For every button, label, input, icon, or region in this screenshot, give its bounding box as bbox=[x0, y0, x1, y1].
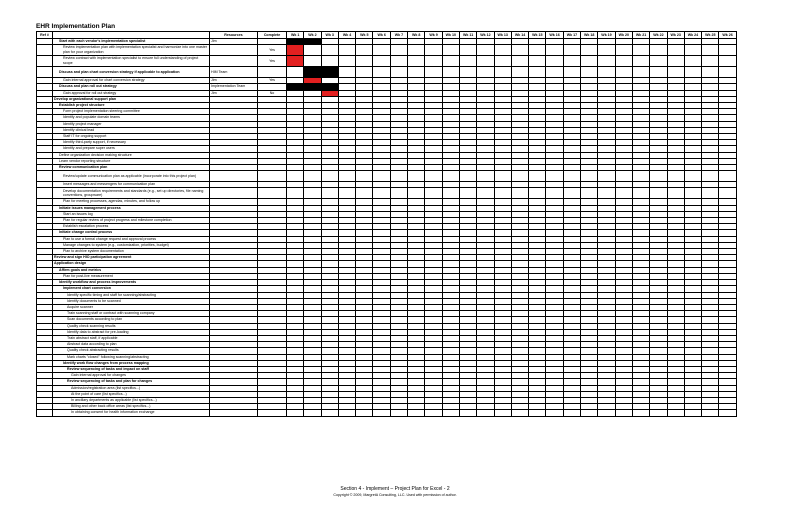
task-cell: Gain internal approval for changes bbox=[53, 373, 210, 379]
header-week-22: Wk 22 bbox=[650, 32, 667, 39]
ref-cell bbox=[37, 67, 53, 78]
week-cell bbox=[287, 67, 304, 78]
week-cell bbox=[477, 171, 494, 182]
week-cell bbox=[511, 188, 528, 199]
task-cell: Train scanning staff or contract with scanning company bbox=[53, 311, 210, 317]
week-cell bbox=[321, 188, 338, 199]
header-week-17: Wk 17 bbox=[563, 32, 580, 39]
week-cell bbox=[684, 67, 701, 78]
week-cell bbox=[581, 56, 598, 67]
week-cell bbox=[632, 45, 649, 56]
task-cell: Quality check abstracting results bbox=[53, 348, 210, 354]
week-cell bbox=[494, 56, 511, 67]
week-cell bbox=[390, 171, 407, 182]
week-cell bbox=[632, 67, 649, 78]
week-cell bbox=[615, 56, 632, 67]
week-cell bbox=[650, 410, 667, 416]
week-cell bbox=[529, 45, 546, 56]
week-cell bbox=[529, 410, 546, 416]
resources-cell: Jim bbox=[210, 39, 258, 45]
week-cell bbox=[321, 171, 338, 182]
week-cell bbox=[287, 171, 304, 182]
week-cell bbox=[494, 45, 511, 56]
task-cell: Plan for post-live measurement bbox=[53, 273, 210, 279]
week-cell bbox=[598, 56, 615, 67]
week-cell bbox=[373, 171, 390, 182]
header-week-2: Wk 2 bbox=[304, 32, 321, 39]
task-cell: Identify data to abstract for pre-loading bbox=[53, 329, 210, 335]
gantt-bar-black bbox=[304, 67, 321, 78]
week-cell bbox=[529, 188, 546, 199]
week-cell bbox=[529, 67, 546, 78]
table-row bbox=[37, 67, 737, 78]
week-cell bbox=[581, 188, 598, 199]
header-resources: Resources bbox=[210, 32, 258, 39]
week-cell bbox=[546, 67, 563, 78]
task-cell: Identify project manager bbox=[53, 121, 210, 127]
header-week-26: Wk 26 bbox=[719, 32, 736, 39]
resources-cell bbox=[210, 56, 258, 67]
week-cell bbox=[304, 45, 321, 56]
resources-cell bbox=[210, 188, 258, 199]
task-cell: Review contract with implementation specialist to ensure full understanding of project scope bbox=[53, 56, 210, 67]
week-cell bbox=[408, 171, 425, 182]
week-cell bbox=[581, 171, 598, 182]
resources-cell bbox=[210, 410, 258, 416]
header-week-19: Wk 19 bbox=[598, 32, 615, 39]
week-cell bbox=[632, 56, 649, 67]
week-cell bbox=[511, 67, 528, 78]
week-cell bbox=[304, 410, 321, 416]
week-cell bbox=[356, 45, 373, 56]
task-cell: Discuss and plan chart conversion strategy if applicable to application bbox=[53, 67, 210, 78]
week-cell bbox=[356, 188, 373, 199]
task-cell: Discuss and plan roll out strategy bbox=[53, 84, 210, 90]
week-cell bbox=[667, 171, 684, 182]
week-cell bbox=[511, 410, 528, 416]
week-cell bbox=[581, 45, 598, 56]
task-cell: Manage changes to system (e.g., customization, priorities, budget) bbox=[53, 242, 210, 248]
footer-section: Section 4 - Implement – Project Plan for Excel - 2 bbox=[340, 486, 450, 492]
task-cell: Acquire scanner bbox=[53, 304, 210, 310]
week-cell bbox=[563, 188, 580, 199]
week-cell bbox=[598, 45, 615, 56]
table-row bbox=[37, 56, 737, 67]
gantt-bar-red bbox=[287, 45, 304, 56]
week-cell bbox=[459, 410, 476, 416]
header-week-11: Wk 11 bbox=[459, 32, 476, 39]
week-cell bbox=[702, 56, 719, 67]
task-cell: At the point of care (list specifics...) bbox=[53, 391, 210, 397]
week-cell bbox=[598, 67, 615, 78]
week-cell bbox=[650, 56, 667, 67]
task-cell: Insert messages and messengers for communication plan bbox=[53, 182, 210, 188]
week-cell bbox=[529, 56, 546, 67]
task-cell: Mark charts "closed" following scanning/abstracting bbox=[53, 354, 210, 360]
week-cell bbox=[598, 188, 615, 199]
week-cell bbox=[459, 188, 476, 199]
ref-cell bbox=[37, 56, 53, 67]
complete-cell bbox=[258, 188, 287, 199]
week-cell bbox=[408, 67, 425, 78]
complete-cell: Yes bbox=[258, 45, 287, 56]
task-cell: Identify specific timing and staff for scanning/abstracting bbox=[53, 292, 210, 298]
week-cell bbox=[390, 45, 407, 56]
week-cell bbox=[667, 188, 684, 199]
header-week-12: Wk 12 bbox=[477, 32, 494, 39]
ref-cell bbox=[37, 171, 53, 182]
week-cell bbox=[494, 171, 511, 182]
header-week-8: Wk 8 bbox=[408, 32, 425, 39]
week-cell bbox=[650, 45, 667, 56]
week-cell bbox=[287, 410, 304, 416]
task-cell: Develop organizational support plan bbox=[53, 96, 210, 102]
week-cell bbox=[511, 45, 528, 56]
week-cell bbox=[667, 45, 684, 56]
task-cell: Identify work flow changes from process mapping bbox=[53, 360, 210, 366]
week-cell bbox=[477, 188, 494, 199]
week-cell bbox=[667, 56, 684, 67]
task-cell: Plan for meeting processes, agendas, minutes, and follow up bbox=[53, 199, 210, 205]
table-row bbox=[37, 410, 737, 416]
header-week-4: Wk 4 bbox=[338, 32, 355, 39]
week-cell bbox=[494, 410, 511, 416]
table-row bbox=[37, 45, 737, 56]
ref-cell bbox=[37, 188, 53, 199]
week-cell bbox=[408, 410, 425, 416]
week-cell bbox=[304, 56, 321, 67]
week-cell bbox=[304, 188, 321, 199]
week-cell bbox=[373, 410, 390, 416]
complete-cell: Yes bbox=[258, 56, 287, 67]
week-cell bbox=[563, 171, 580, 182]
complete-cell: Yes bbox=[258, 78, 287, 84]
week-cell bbox=[338, 188, 355, 199]
week-cell bbox=[719, 45, 736, 56]
week-cell bbox=[581, 410, 598, 416]
task-cell: Train abstract staff, if applicable bbox=[53, 335, 210, 341]
header-week-25: Wk 25 bbox=[702, 32, 719, 39]
task-cell: Scan documents according to plan bbox=[53, 317, 210, 323]
task-cell: Identify and prepare super users bbox=[53, 146, 210, 152]
week-cell bbox=[598, 171, 615, 182]
complete-cell bbox=[258, 171, 287, 182]
week-cell bbox=[702, 171, 719, 182]
week-cell bbox=[408, 45, 425, 56]
week-cell bbox=[494, 188, 511, 199]
week-cell bbox=[338, 45, 355, 56]
week-cell bbox=[598, 410, 615, 416]
header-week-9: Wk 9 bbox=[425, 32, 442, 39]
week-cell bbox=[442, 45, 459, 56]
task-cell: In obtaining consent for health information exchange bbox=[53, 410, 210, 416]
week-cell bbox=[702, 45, 719, 56]
week-cell bbox=[287, 188, 304, 199]
task-cell: Review/update communication plan as applicable (incorporate into this project plan) bbox=[53, 171, 210, 182]
table-row bbox=[37, 171, 737, 182]
week-cell bbox=[546, 188, 563, 199]
week-cell bbox=[425, 56, 442, 67]
resources-cell: Jim bbox=[210, 90, 258, 96]
week-cell bbox=[615, 45, 632, 56]
header-week-16: Wk 16 bbox=[546, 32, 563, 39]
task-cell: Identify workflow and process improvements bbox=[53, 280, 210, 286]
task-cell: Start with each vendor's implementation specialist bbox=[53, 39, 210, 45]
complete-cell: No bbox=[258, 90, 287, 96]
task-cell: Learn vendor reporting structure bbox=[53, 158, 210, 164]
header-week-3: Wk 3 bbox=[321, 32, 338, 39]
ref-cell bbox=[37, 410, 53, 416]
week-cell bbox=[390, 188, 407, 199]
week-cell bbox=[667, 67, 684, 78]
week-cell bbox=[425, 45, 442, 56]
week-cell bbox=[511, 171, 528, 182]
week-cell bbox=[563, 56, 580, 67]
week-cell bbox=[356, 67, 373, 78]
week-cell bbox=[338, 67, 355, 78]
week-cell bbox=[356, 410, 373, 416]
header-week-18: Wk 18 bbox=[581, 32, 598, 39]
task-cell: Initiate change control process bbox=[53, 230, 210, 236]
week-cell bbox=[667, 410, 684, 416]
task-cell: Implement chart conversion bbox=[53, 286, 210, 292]
week-cell bbox=[546, 410, 563, 416]
week-cell bbox=[650, 188, 667, 199]
week-cell bbox=[684, 410, 701, 416]
week-cell bbox=[615, 188, 632, 199]
resources-cell: Implementation Team bbox=[210, 84, 258, 90]
resources-cell: Jim bbox=[210, 78, 258, 84]
resources-cell: HIM Team bbox=[210, 67, 258, 78]
task-cell: Plan to archive system documentation bbox=[53, 249, 210, 255]
task-cell: Identify and populate domain teams bbox=[53, 115, 210, 121]
week-cell bbox=[563, 410, 580, 416]
week-cell bbox=[477, 410, 494, 416]
sheet-title: EHR Implementation Plan bbox=[36, 23, 116, 30]
week-cell bbox=[321, 45, 338, 56]
project-plan-table bbox=[36, 31, 737, 417]
week-cell bbox=[702, 67, 719, 78]
header-week-1: Wk 1 bbox=[287, 32, 304, 39]
task-cell: Staff IT for ongoing support bbox=[53, 134, 210, 140]
task-cell: Identify clinical lead bbox=[53, 127, 210, 133]
week-cell bbox=[546, 171, 563, 182]
week-cell bbox=[459, 45, 476, 56]
week-cell bbox=[511, 56, 528, 67]
week-cell bbox=[442, 171, 459, 182]
header-complete: Complete bbox=[258, 32, 287, 39]
header-week-5: Wk 5 bbox=[356, 32, 373, 39]
gantt-bar-black bbox=[321, 67, 338, 78]
task-cell: Abstract data according to plan bbox=[53, 342, 210, 348]
week-cell bbox=[684, 56, 701, 67]
task-cell: Billing and other back office areas (list specifics...) bbox=[53, 404, 210, 410]
week-cell bbox=[390, 56, 407, 67]
week-cell bbox=[494, 67, 511, 78]
header-task bbox=[53, 32, 210, 39]
week-cell bbox=[632, 171, 649, 182]
week-cell bbox=[719, 410, 736, 416]
task-cell: Form project implementation steering committee bbox=[53, 109, 210, 115]
week-cell bbox=[442, 67, 459, 78]
week-cell bbox=[408, 188, 425, 199]
complete-cell bbox=[258, 67, 287, 78]
page-footer bbox=[0, 486, 790, 497]
header-week-20: Wk 20 bbox=[615, 32, 632, 39]
week-cell bbox=[650, 67, 667, 78]
week-cell bbox=[442, 56, 459, 67]
week-cell bbox=[615, 171, 632, 182]
week-cell bbox=[615, 67, 632, 78]
week-cell bbox=[425, 188, 442, 199]
week-cell bbox=[321, 56, 338, 67]
week-cell bbox=[338, 410, 355, 416]
task-cell: Establish project structure bbox=[53, 103, 210, 109]
footer-copyright: Copyright © 2009, MargretA Consulting, LLC. Used with permission of author. bbox=[333, 493, 457, 497]
week-cell bbox=[702, 410, 719, 416]
task-cell: Gain approval for roll out strategy bbox=[53, 90, 210, 96]
week-cell bbox=[684, 188, 701, 199]
week-cell bbox=[373, 67, 390, 78]
task-cell: Affirm goals and metrics bbox=[53, 267, 210, 273]
week-cell bbox=[390, 67, 407, 78]
header-week-21: Wk 21 bbox=[632, 32, 649, 39]
week-cell bbox=[546, 45, 563, 56]
week-cell bbox=[632, 188, 649, 199]
header-week-15: Wk 15 bbox=[529, 32, 546, 39]
task-cell: Develop documentation requirements and standards (e.g., set up directories, file naming conventions, groupware) bbox=[53, 188, 210, 199]
task-cell: In ancillary departments as applicable (list specifics...) bbox=[53, 397, 210, 403]
week-cell bbox=[459, 171, 476, 182]
header-week-7: Wk 7 bbox=[390, 32, 407, 39]
week-cell bbox=[529, 171, 546, 182]
header-week-6: Wk 6 bbox=[373, 32, 390, 39]
week-cell bbox=[442, 188, 459, 199]
task-cell: Define organization decision making structure bbox=[53, 152, 210, 158]
header-ref: Ref # bbox=[37, 32, 53, 39]
task-cell: Application design bbox=[53, 261, 210, 267]
week-cell bbox=[477, 67, 494, 78]
table-row bbox=[37, 188, 737, 199]
week-cell bbox=[373, 45, 390, 56]
week-cell bbox=[684, 171, 701, 182]
header-week-14: Wk 14 bbox=[511, 32, 528, 39]
task-cell: Quality check scanning results bbox=[53, 323, 210, 329]
week-cell bbox=[390, 410, 407, 416]
task-cell: Plan to use a formal change request and approval process bbox=[53, 236, 210, 242]
week-cell bbox=[459, 67, 476, 78]
week-cell bbox=[304, 171, 321, 182]
week-cell bbox=[563, 67, 580, 78]
week-cell bbox=[546, 56, 563, 67]
week-cell bbox=[719, 67, 736, 78]
week-cell bbox=[581, 67, 598, 78]
header-week-10: Wk 10 bbox=[442, 32, 459, 39]
week-cell bbox=[702, 188, 719, 199]
task-cell: Review and sign HIO participation agreement bbox=[53, 255, 210, 261]
week-cell bbox=[408, 56, 425, 67]
week-cell bbox=[563, 45, 580, 56]
week-cell bbox=[684, 45, 701, 56]
task-cell: Plan for regular review of project progress and milestone completion bbox=[53, 218, 210, 224]
week-cell bbox=[442, 410, 459, 416]
week-cell bbox=[425, 171, 442, 182]
week-cell bbox=[356, 171, 373, 182]
task-cell: Gain internal approval for chart conversion strategy bbox=[53, 78, 210, 84]
week-cell bbox=[632, 410, 649, 416]
week-cell bbox=[719, 171, 736, 182]
header-row bbox=[37, 32, 737, 39]
header-week-24: Wk 24 bbox=[684, 32, 701, 39]
task-cell: Establish escalation process bbox=[53, 224, 210, 230]
header-week-23: Wk 23 bbox=[667, 32, 684, 39]
task-cell: Start an issues log bbox=[53, 211, 210, 217]
task-cell: Review sequencing of tasks and plan for changes bbox=[53, 379, 210, 385]
week-cell bbox=[615, 410, 632, 416]
week-cell bbox=[321, 410, 338, 416]
week-cell bbox=[356, 56, 373, 67]
resources-cell bbox=[210, 45, 258, 56]
week-cell bbox=[477, 56, 494, 67]
complete-cell bbox=[258, 410, 287, 416]
task-cell: Identify documents to be scanned bbox=[53, 298, 210, 304]
header-week-13: Wk 13 bbox=[494, 32, 511, 39]
week-cell bbox=[650, 171, 667, 182]
task-cell: Review sequencing of tasks and impact on staff bbox=[53, 366, 210, 372]
week-cell bbox=[719, 188, 736, 199]
week-cell bbox=[373, 188, 390, 199]
gantt-bar-red bbox=[287, 56, 304, 67]
week-cell bbox=[719, 56, 736, 67]
week-cell bbox=[477, 45, 494, 56]
task-cell: Identify third-party support, if necessary bbox=[53, 140, 210, 146]
task-cell: Admission/registration area (list specifics...) bbox=[53, 385, 210, 391]
ref-cell bbox=[37, 45, 53, 56]
task-cell: Initiate issues management process bbox=[53, 205, 210, 211]
resources-cell bbox=[210, 171, 258, 182]
task-cell: Review implementation plan with implementation specialist and harmonize into one master plan for your organization bbox=[53, 45, 210, 56]
week-cell bbox=[425, 67, 442, 78]
week-cell bbox=[338, 171, 355, 182]
week-cell bbox=[459, 56, 476, 67]
week-cell bbox=[425, 410, 442, 416]
week-cell bbox=[338, 56, 355, 67]
task-cell: Review communication plan bbox=[53, 165, 210, 171]
week-cell bbox=[373, 56, 390, 67]
